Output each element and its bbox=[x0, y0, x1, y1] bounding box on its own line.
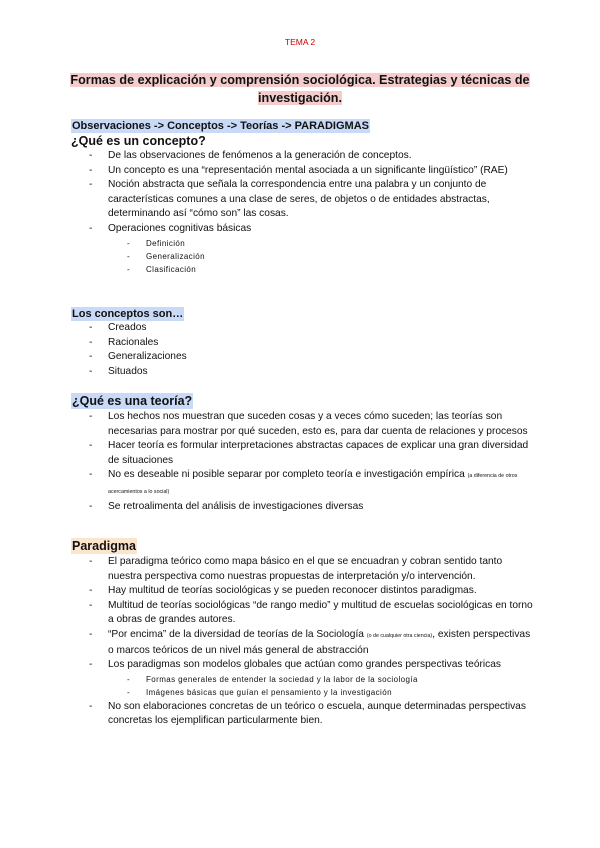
list-item-comma: , bbox=[432, 628, 436, 640]
list-item: - Situados bbox=[71, 365, 533, 380]
conceptos-son-list bbox=[71, 321, 533, 379]
sublist-item: - Formas generales de entender la sociedad y la labor de la sociología bbox=[108, 673, 533, 686]
list-item: - Noción abstracta que señala la correspondencia entre una palabra y un conjunto de características comunes a una clase de seres, de objetos o de entidades abstractas, determinando así “cómo son” las cosas. bbox=[71, 178, 533, 222]
list-item: - Hacer teoría es formular interpretaciones abstractas capaces de explicar una gran diversidad de situaciones bbox=[71, 439, 533, 468]
sublist-item: - Definición bbox=[108, 237, 533, 250]
list-item bbox=[71, 468, 533, 499]
list-item: - Un concepto es una “representación mental asociada a un significante lingüístico” (RAE) bbox=[71, 164, 533, 179]
list-item bbox=[71, 658, 533, 699]
paradigma-sublist bbox=[108, 673, 533, 700]
list-item bbox=[71, 222, 533, 277]
list-item-text: “Por encima” de la diversidad de teorías de la Sociología bbox=[108, 628, 364, 640]
paradigma-list bbox=[71, 555, 533, 729]
list-item: - Multitud de teorías sociológicas “de rango medio” y multitud de escuelas sociológicas en torno a obras de grandes autores. bbox=[71, 599, 533, 628]
list-item: - Los hechos nos muestran que suceden cosas y a veces cómo suceden; las teorías son necesarias para mostrar por qué suceden, esto es, para dar cuenta de relaciones y procesos bbox=[71, 410, 533, 439]
sublist-item: - Generalización bbox=[108, 250, 533, 263]
list-item: - Creados bbox=[71, 321, 533, 336]
list-item-text: existen perspectivas o marcos teóricos de un nivel más general de abstracción bbox=[108, 628, 531, 656]
sublist-item: - Imágenes básicas que guían el pensamiento y la investigación bbox=[108, 686, 533, 699]
list-item-text: Operaciones cognitivas básicas bbox=[108, 222, 252, 234]
concepto-list bbox=[71, 149, 533, 277]
tema-label: TEMA 2 bbox=[284, 37, 316, 47]
list-item: - Hay multitud de teorías sociológicas y se pueden reconocer distintos paradigmas. bbox=[71, 584, 533, 599]
teoria-heading: ¿Qué es una teoría? bbox=[72, 394, 193, 408]
list-item bbox=[71, 628, 533, 658]
conceptos-son-heading: Los conceptos son… bbox=[72, 308, 184, 320]
teoria-list bbox=[71, 410, 533, 514]
list-item: - De las observaciones de fenómenos a la generación de conceptos. bbox=[71, 149, 533, 164]
concepto-sublist bbox=[108, 237, 533, 277]
list-item-note: (a diferencia de otros acercamientos a lo social) bbox=[108, 473, 518, 495]
list-item: - Se retroalimenta del análisis de investigaciones diversas bbox=[71, 500, 533, 515]
document-title-text: Formas de explicación y comprensión sociológica. Estrategias y técnicas de investigación. bbox=[70, 73, 530, 105]
observaciones-line: Observaciones -> Conceptos -> Teorías -> PARADIGMAS bbox=[72, 120, 369, 132]
list-item: - El paradigma teórico como mapa básico en el que se encuadran y cobran sentido tanto nuestra perspectiva como nuestras propuestas de interpretación y/o intervención. bbox=[71, 555, 533, 584]
list-item-text: No es deseable ni posible separar por completo teoría e investigación empírica bbox=[108, 469, 465, 481]
list-item: - Generalizaciones bbox=[71, 350, 533, 365]
list-item: - No son elaboraciones concretas de un teórico o escuela, aunque determinadas perspectivas concretas los ejemplifican particularmente bien. bbox=[71, 700, 533, 729]
concepto-heading: ¿Qué es un concepto? bbox=[71, 134, 206, 148]
document-title bbox=[70, 71, 530, 107]
sublist-item: - Clasificación bbox=[108, 263, 533, 276]
list-item-text: Los paradigmas son modelos globales que actúan como grandes perspectivas teóricas bbox=[108, 659, 502, 671]
list-item-note: (o de cualquier otra ciencia) bbox=[366, 632, 433, 639]
paradigma-heading: Paradigma bbox=[72, 539, 136, 553]
list-item: - Racionales bbox=[71, 336, 533, 351]
